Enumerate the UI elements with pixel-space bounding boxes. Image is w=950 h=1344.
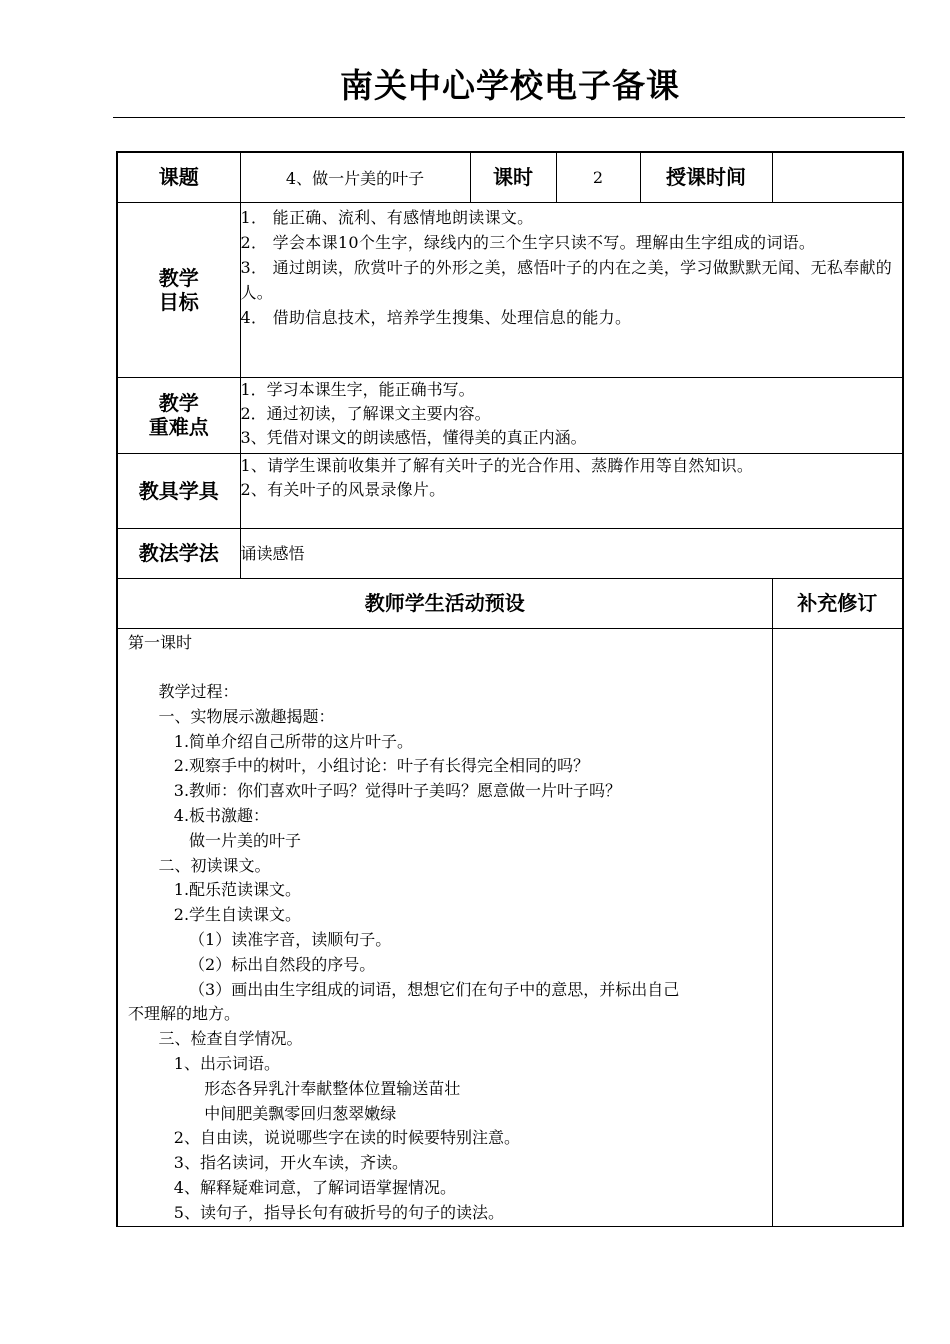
activities-header-row — [117, 578, 903, 628]
methods-row — [117, 528, 903, 578]
activity-line: 4.板书激趣： — [128, 806, 270, 826]
activity-line: 3、指名读词，开火车读，齐读。 — [128, 1153, 408, 1173]
tool-item: 1、请学生课前收集并了解有关叶子的光合作用、蒸腾作用等自然知识。 — [240, 455, 754, 475]
activity-line: 第一课时 — [128, 632, 193, 652]
hours-value: 2 — [556, 152, 640, 202]
goals-label-line2: 目标 — [158, 289, 199, 314]
keypoints-label-line1: 教学 — [158, 391, 199, 415]
methods-label: 教法学法 — [117, 528, 240, 578]
methods-value: 诵读感悟 — [240, 528, 903, 578]
goals-row — [117, 202, 903, 377]
activities-header: 教师学生活动预设 — [117, 578, 772, 628]
activity-line: 1.简单介绍自己所带的这片叶子。 — [128, 731, 414, 751]
activity-line: 1.配乐范读课文。 — [128, 880, 302, 900]
title-underline — [113, 117, 905, 118]
tools-content — [240, 453, 903, 528]
activity-line: 1、出示词语。 — [128, 1054, 280, 1074]
activity-lines — [128, 631, 766, 1226]
keypoints-content — [240, 377, 903, 453]
goal-item: 1． 能正确、流利、有感情地朗读课文。 — [240, 207, 534, 227]
subject-label: 课题 — [117, 152, 240, 202]
activity-line: 2、自由读，说说哪些字在读的时候要特别注意。 — [128, 1128, 520, 1148]
activity-line: 三、检查自学情况。 — [128, 1029, 303, 1049]
activity-line: （2）标出自然段的序号。 — [128, 954, 376, 974]
time-value — [772, 152, 903, 202]
activities-body-row — [117, 628, 903, 1226]
goal-item: 3． 通过朗读，欣赏叶子的外形之美，感悟叶子的内在之美，学习做默默无闻、无私奉献的人。 — [240, 257, 893, 302]
activity-line: 教学过程： — [128, 682, 239, 702]
activity-line: 4、解释疑难词意，了解词语掌握情况。 — [128, 1178, 456, 1198]
activity-line: 3.教师：你们喜欢叶子吗？觉得叶子美吗？愿意做一片叶子吗？ — [128, 781, 622, 801]
keypoint-item: 3、凭借对课文的朗读感悟，懂得美的真正内涵。 — [240, 427, 587, 447]
keypoint-item: 1．学习本课生字，能正确书写。 — [240, 379, 475, 399]
revision-content — [772, 628, 903, 1226]
activity-line: 形态各异乳汁奉献整体位置输送苗壮 — [128, 1078, 461, 1098]
hours-label: 课时 — [470, 152, 556, 202]
tools-label: 教具学具 — [117, 453, 240, 528]
keypoints-label — [117, 377, 240, 453]
goals-content — [240, 202, 903, 377]
info-row — [117, 152, 903, 202]
lesson-plan-table — [116, 151, 904, 1227]
activity-line: 不理解的地方。 — [128, 1004, 241, 1024]
keypoints-row — [117, 377, 903, 453]
activity-line: 一、实物展示激趣揭题： — [128, 706, 335, 726]
activity-line: 二、初读课文。 — [128, 855, 271, 875]
tools-row — [117, 453, 903, 528]
activity-line — [128, 655, 766, 680]
tool-item: 2、有关叶子的风景录像片。 — [240, 479, 446, 499]
activities-content — [117, 628, 772, 1226]
goal-item: 4． 借助信息技术，培养学生搜集、处理信息的能力。 — [240, 307, 632, 327]
activity-line: 5、读句子，指导长句有破折号的句子的读法。 — [128, 1202, 504, 1222]
activity-line: （1）读准字音，读顺句子。 — [128, 930, 392, 950]
goals-label-line1: 教学 — [158, 265, 199, 290]
goal-item: 2． 学会本课10个生字，绿线内的三个生字只读不写。理解由生字组成的词语。 — [240, 232, 816, 252]
activity-line: （3）画出由生字组成的词语，想想它们在句子中的意思，并标出自己 — [128, 979, 680, 999]
activity-line: 做一片美的叶子 — [128, 830, 302, 850]
time-label: 授课时间 — [640, 152, 772, 202]
revision-header: 补充修订 — [772, 578, 903, 628]
page-title: 南关中心学校电子备课 — [340, 66, 680, 105]
activity-line: 2.学生自读课文。 — [128, 905, 302, 925]
subject-value: 4、做一片美的叶子 — [240, 152, 470, 202]
keypoint-item: 2．通过初读，了解课文主要内容。 — [240, 403, 491, 423]
goals-label — [117, 202, 240, 377]
keypoints-label-line2: 重难点 — [148, 415, 209, 439]
activity-line: 中间肥美飘零回归葱翠嫩绿 — [128, 1103, 397, 1123]
activity-line: 2.观察手中的树叶，小组讨论：叶子有长得完全相同的吗？ — [128, 756, 590, 776]
